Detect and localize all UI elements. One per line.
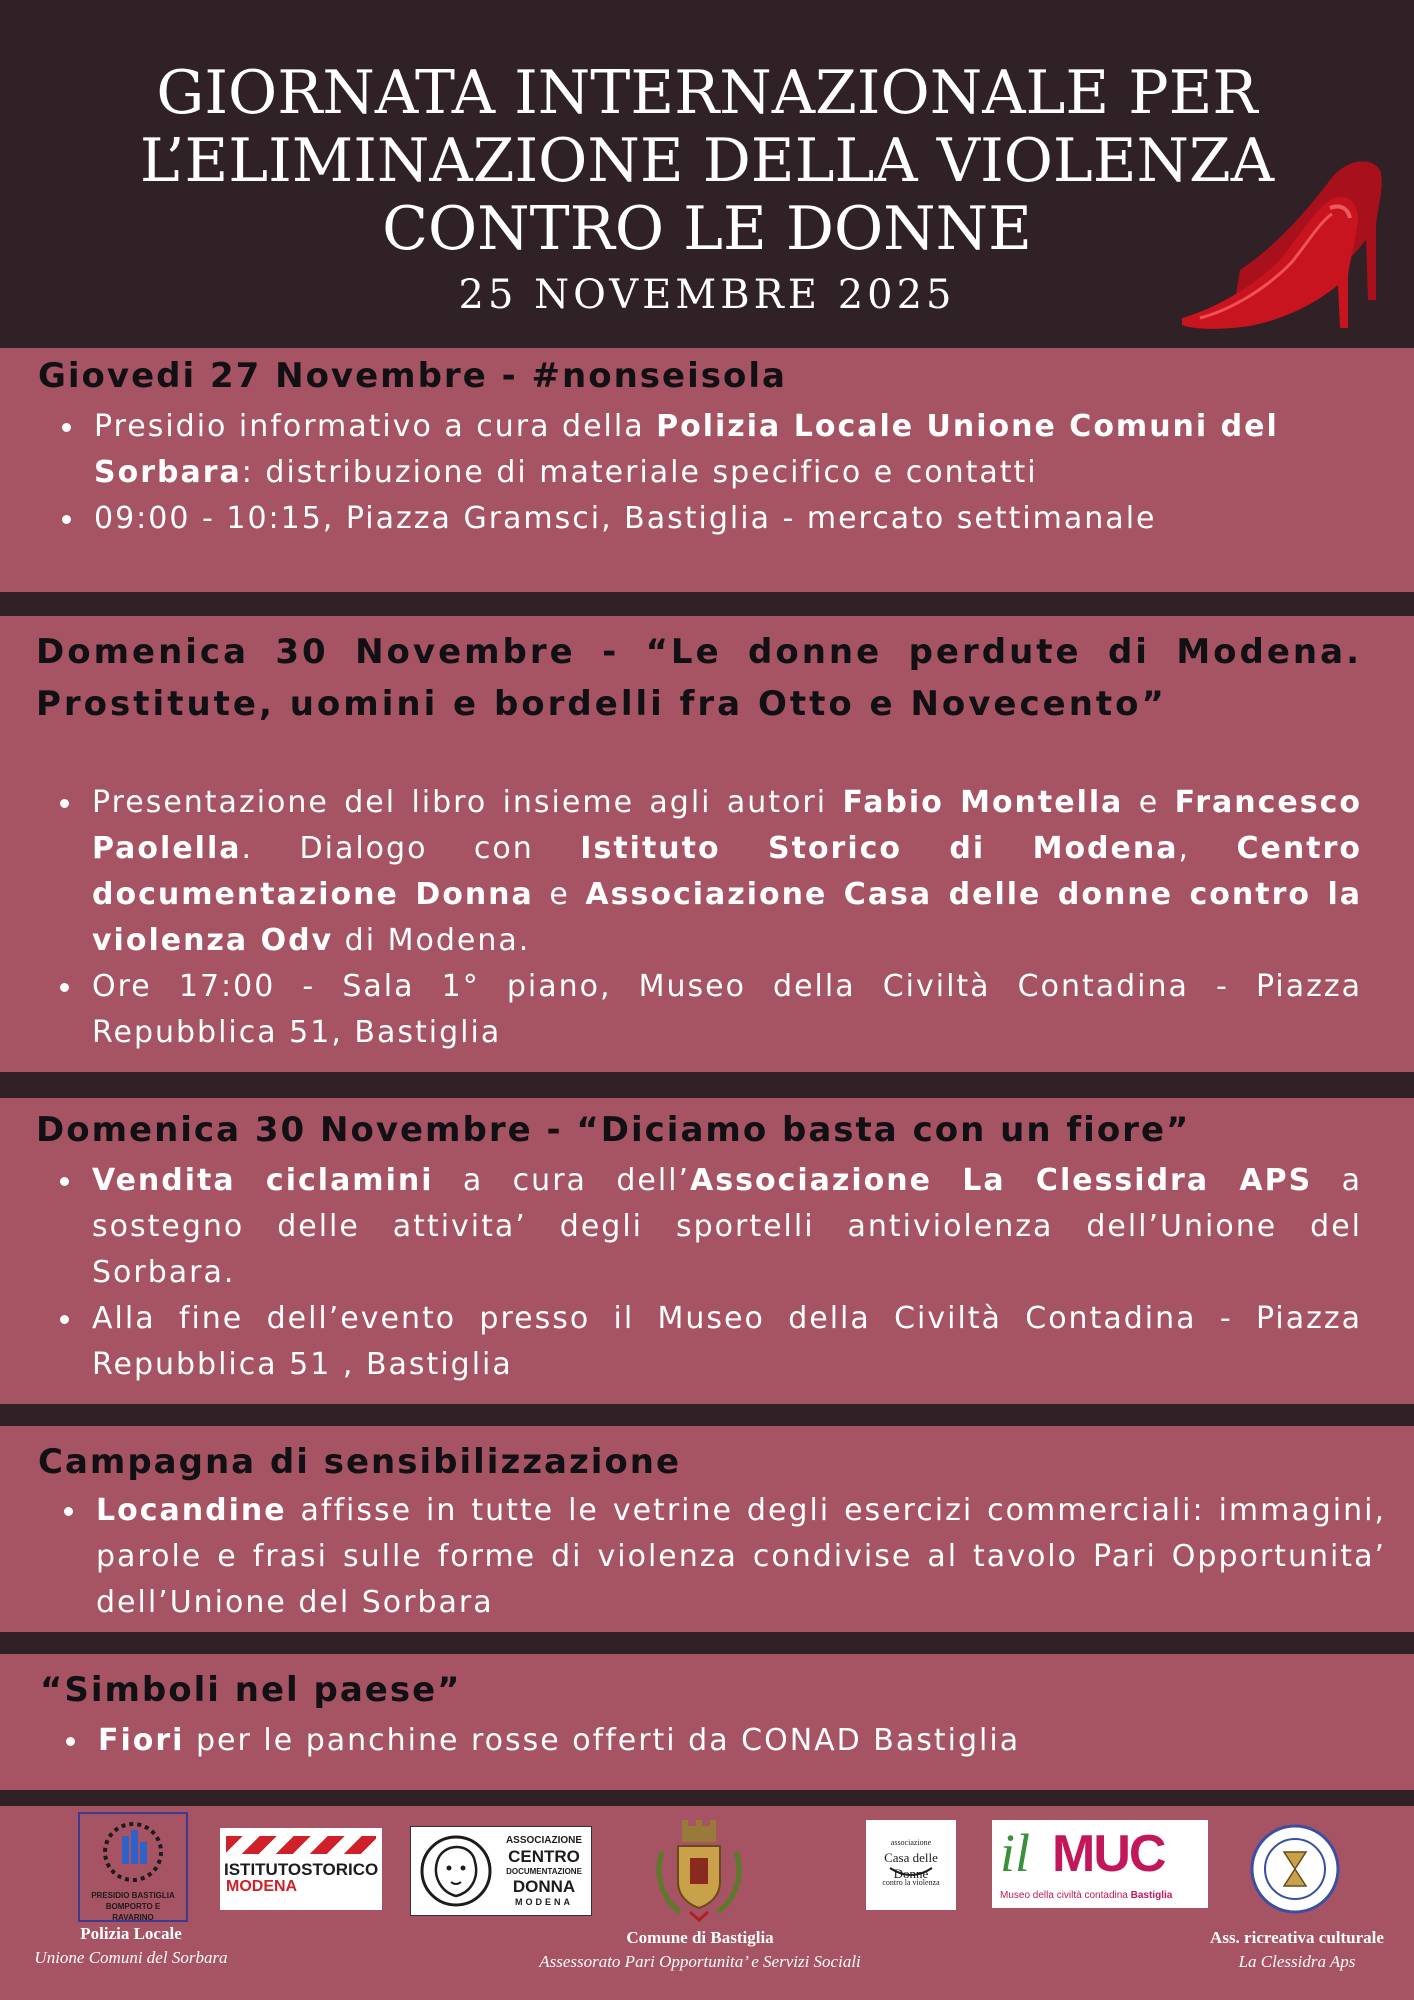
casa-delle-donne-logo (866, 1820, 956, 1910)
smile-arc-icon (888, 1866, 934, 1878)
muc-text: il (1000, 1823, 1031, 1883)
police-emblem-icon (80, 1814, 186, 1894)
item-bold-text: Fiori (98, 1723, 185, 1758)
list-item (92, 964, 1362, 1056)
item-text: . Dialogo con (241, 831, 581, 866)
istituto-text: ISTITUTOSTORICO (224, 1860, 379, 1879)
polizia-label-sub: Unione Comuni del Sorbara (34, 1948, 228, 1967)
comune-bastiglia-crest-icon (650, 1812, 748, 1922)
centro-text: DONNA (512, 1877, 576, 1896)
footer-logos (0, 1806, 1414, 2000)
event-section-3 (0, 1098, 1414, 1404)
bullet-list (96, 1488, 1386, 1626)
title-line-1: GIORNATA INTERNAZIONALE PER (156, 58, 1258, 128)
section-title: Giovedi 27 Novembre - #nonseisola (38, 356, 787, 396)
casa-text: Casa delle Donne (884, 1850, 938, 1881)
section-title: Domenica 30 Novembre - “Diciamo basta con un fiore” (36, 1110, 1191, 1150)
organization-name: Associazione La Clessidra APS (690, 1163, 1313, 1198)
muc-text: Bastiglia (1130, 1890, 1173, 1901)
centro-text: ASSOCIAZIONE (505, 1835, 583, 1846)
item-text: a cura dell’ (433, 1163, 691, 1198)
hazard-stripes (226, 1836, 376, 1854)
woman-face-icon (417, 1832, 495, 1910)
section-title: Domenica 30 Novembre - “Le donne perdute di Modena. Prostitute, uomini e bordelli fra Otto e Novecento” (36, 632, 1362, 724)
clessidra-label (1180, 1926, 1414, 1974)
clessidra-label-name: Ass. ricreativa culturale (1210, 1928, 1384, 1947)
bullet-icon (60, 1315, 69, 1324)
bullet-icon (62, 423, 71, 432)
red-high-heels-icon (1180, 150, 1390, 330)
author-name: Fabio Montella (842, 785, 1124, 820)
item-text: 09:00 - 10:15, Piazza Gramsci, Bastiglia - mercato settimanale (94, 501, 1157, 536)
item-text: e (533, 877, 586, 912)
bullet-icon (66, 1737, 75, 1746)
symbols-section (0, 1654, 1414, 1790)
list-item (94, 496, 1370, 542)
list-item (96, 1488, 1386, 1626)
polizia-locale-logo (78, 1812, 188, 1922)
item-text: Presidio informativo a cura della (94, 409, 657, 444)
event-date: 25 NOVEMBRE 2025 (458, 272, 956, 318)
bullet-icon (60, 1177, 69, 1186)
item-text: , (1178, 831, 1237, 866)
item-text: Presentazione del libro insieme agli autori (92, 785, 843, 820)
item-text: affisse in tutte le vetrine degli esercizi commerciali: immagini, parole e frasi sulle forme di violenza condivise al tavolo Pari Opportunita’ dell’Unione del Sorbara (96, 1493, 1386, 1620)
campaign-section (0, 1426, 1414, 1632)
section-title: Campagna di sensibilizzazione (38, 1442, 682, 1482)
clessidra-seal-icon (1250, 1824, 1340, 1914)
casa-text: associazione (890, 1838, 932, 1847)
item-text: Alla fine dell’evento presso il Museo della Civiltà Contadina - Piazza Repubblica 51 , Bastiglia (92, 1301, 1362, 1382)
list-item (98, 1718, 1378, 1764)
comune-label-sub: Assessorato Pari Opportunita’ e Servizi Sociali (539, 1952, 861, 1971)
list-item (92, 1158, 1362, 1296)
polizia-label-name: Polizia Locale (80, 1924, 182, 1943)
istituto-storico-logo (220, 1828, 382, 1910)
list-item (92, 1296, 1362, 1388)
polizia-logo-text: PRESIDIO BASTIGLIA BOMPORTO E RAVARINO (91, 1891, 175, 1922)
title-line-3: CONTRO LE DONNE (382, 194, 1032, 264)
item-bold-text: Polizia Locale Unione Comuni del Sorbara (94, 409, 1279, 490)
item-text: a sostegno delle attivita’ degli sportelli antiviolenza dell’Unione del Sorbara. (92, 1163, 1362, 1290)
organization-name: Associazione Casa delle donne contro la violenza Odv (92, 877, 1362, 958)
muc-text: MUC (1052, 1825, 1165, 1883)
centro-documentazione-donna-logo (410, 1826, 592, 1916)
bullet-list (94, 404, 1370, 542)
casa-text: contro la violenza (882, 1878, 940, 1887)
organization-name: Centro documentazione Donna (92, 831, 1362, 912)
centro-text: MODENA (515, 1897, 573, 1907)
section-title: “Simboli nel paese” (40, 1670, 462, 1710)
polizia-label (14, 1922, 248, 1970)
muc-text: Museo della civiltà contadina (1000, 1890, 1128, 1901)
organization-name: Istituto Storico di Modena (580, 831, 1179, 866)
centro-text: CENTRO (508, 1847, 580, 1866)
item-text: Ore 17:00 - Sala 1° piano, Museo della Civiltà Contadina - Piazza Repubblica 51, Bastiglia (92, 969, 1362, 1050)
item-text: di Modena. (333, 923, 531, 958)
muc-museum-logo (992, 1820, 1208, 1908)
item-bold-text: Locandine (96, 1493, 287, 1528)
list-item (94, 404, 1370, 496)
event-section-1 (0, 348, 1414, 592)
header (0, 0, 1414, 346)
bullet-list (92, 780, 1362, 1056)
bullet-list (98, 1718, 1378, 1764)
bullet-icon (60, 799, 69, 808)
item-text: e (1123, 785, 1175, 820)
istituto-text-city: MODENA (226, 1878, 298, 1895)
title-line-2: L’ELIMINAZIONE DELLA VIOLENZA (139, 126, 1275, 196)
list-item (92, 780, 1362, 964)
bullet-icon (64, 1507, 73, 1516)
clessidra-label-sub: La Clessidra Aps (1238, 1952, 1356, 1971)
author-name: Francesco Paolella (92, 785, 1363, 866)
bullet-list (92, 1158, 1362, 1388)
muc-footer-text (1000, 1890, 1172, 1901)
comune-label (500, 1926, 900, 1974)
comune-label-name: Comune di Bastiglia (626, 1928, 774, 1947)
centro-text: DOCUMENTAZIONE (506, 1867, 582, 1876)
bullet-icon (60, 983, 69, 992)
item-text: : distribuzione di materiale specifico e contatti (241, 455, 1038, 490)
event-section-2 (0, 616, 1414, 1072)
bullet-icon (62, 515, 71, 524)
item-text: per le panchine rosse offerti da CONAD Bastiglia (184, 1723, 1021, 1758)
item-bold-text: Vendita ciclamini (92, 1163, 434, 1198)
